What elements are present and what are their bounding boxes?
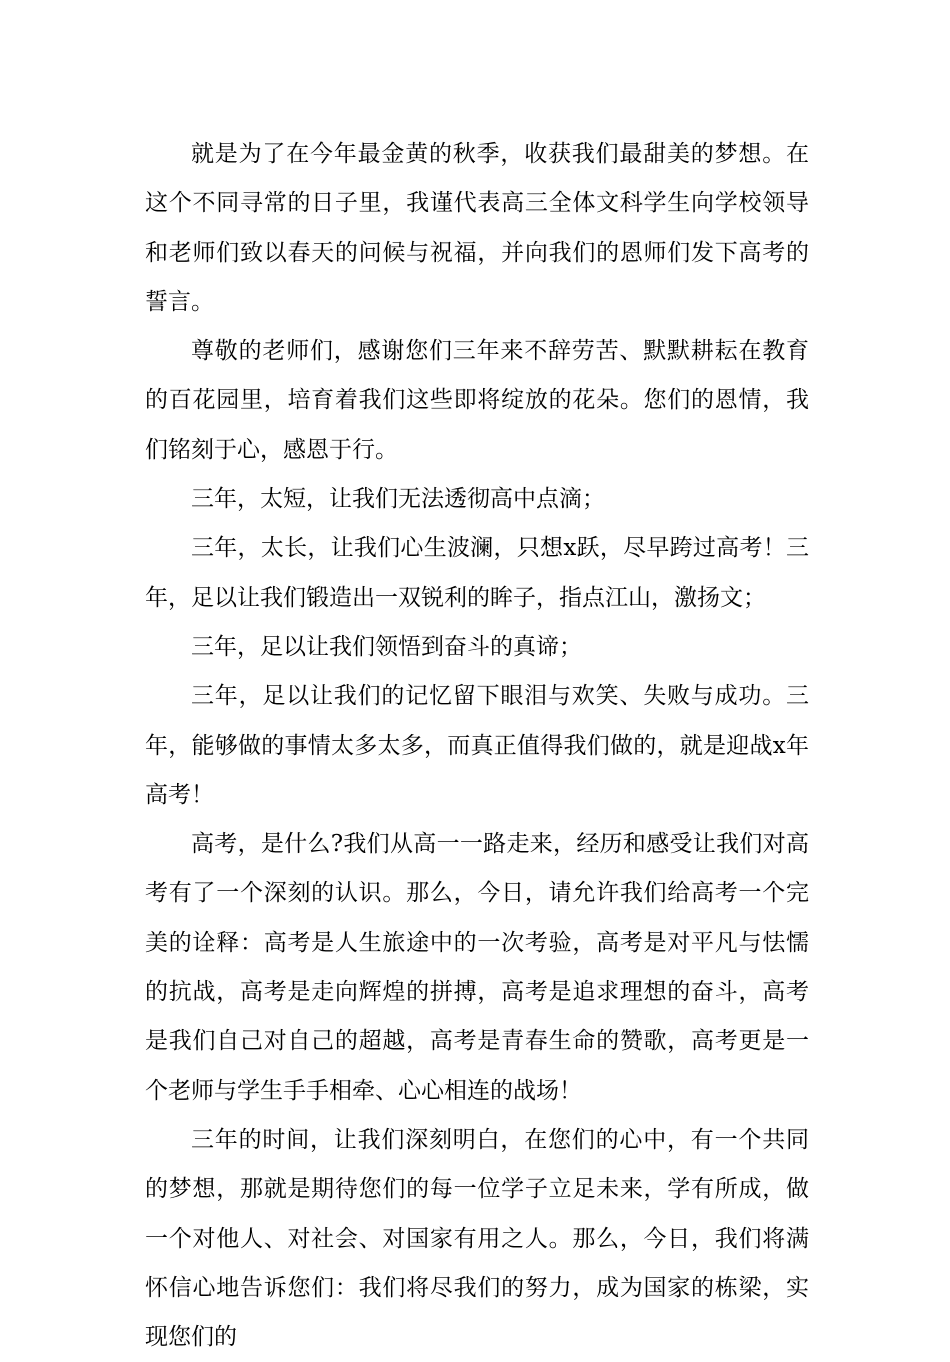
paragraph: 三年，太长，让我们心生波澜，只想x跃，尽早跨过高考！三年，足以让我们锻造出一双锐利的眸子，指点江山，激扬文； bbox=[145, 535, 809, 611]
paragraph: 三年，足以让我们的记忆留下眼泪与欢笑、失败与成功。三年，能够做的事情太多太多，而真正值得我们做的，就是迎战x年高考！ bbox=[145, 683, 809, 808]
paragraph: 高考，是什么?我们从高一一路走来，经历和感受让我们对高考有了一个深刻的认识。那么，今日，请允许我们给高考一个完美的诠释：高考是人生旅途中的一次考验，高考是对平凡与怯懦的抗战，高考是走向辉煌的拼搏，高考是追求理想的奋斗，高考是我们自己对自己的超越，高考是青春生命的赞歌，高考更是一个老师与学生手手相牵、心心相连的战场！ bbox=[145, 831, 809, 1104]
paragraph: 就是为了在今年最金黄的秋季，收获我们最甜美的梦想。在这个不同寻常的日子里，我谨代表高三全体文科学生向学校领导和老师们致以春天的问候与祝福，并向我们的恩师们发下高考的誓言。 bbox=[145, 141, 809, 315]
paragraph: 三年，太短，让我们无法透彻高中点滴； bbox=[191, 486, 605, 513]
document-body bbox=[145, 130, 809, 1362]
paragraph: 三年的时间，让我们深刻明白，在您们的心中，有一个共同的梦想，那就是期待您们的每一位学子立足未来，学有所成，做一个对他人、对社会、对国家有用之人。那么，今日，我们将满怀信心地告诉您们：我们将尽我们的努力，成为国家的栋梁，实现您们的 bbox=[145, 1126, 809, 1351]
paragraph: 三年，足以让我们领悟到奋斗的真谛； bbox=[191, 633, 582, 660]
paragraph: 尊敬的老师们，感谢您们三年来不辞劳苦、默默耕耘在教育的百花园里，培育着我们这些即将绽放的花朵。您们的恩情，我们铭刻于心，感恩于行。 bbox=[145, 338, 809, 463]
